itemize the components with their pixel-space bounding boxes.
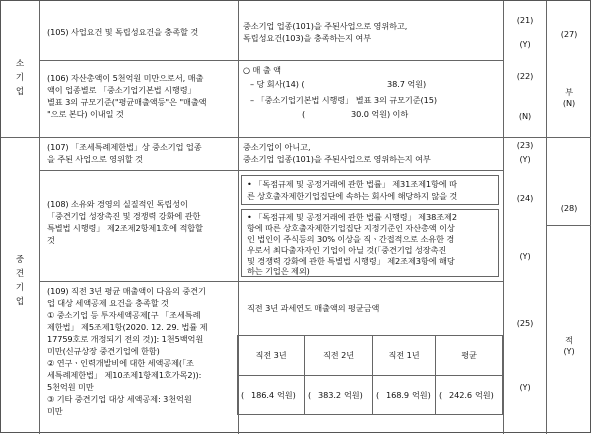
side-result-label-mid: 적 — [565, 335, 573, 345]
code-25: (25) — [516, 318, 534, 328]
detail-105-line: 중소기업 업종(101)을 주된사업으로 영위하고, — [243, 21, 408, 31]
condition-109-line: 업 대상 세액공제 요건을 충족할 것 — [47, 298, 169, 308]
header-average: 평균 — [461, 350, 477, 360]
side-divider — [546, 225, 591, 226]
size-criterion-value[interactable]: 30.0 억원) 이하 — [351, 109, 409, 119]
row-divider — [39, 170, 503, 171]
side-result-mid[interactable]: (Y) — [563, 346, 575, 356]
detail-105-line: 독립성요건(103)을 충족하는지 여부 — [243, 33, 372, 43]
sales-table-divider — [237, 375, 503, 376]
detail-106-sales-heading: ○ 매 출 액 — [243, 65, 281, 75]
condition-106-line: 별표 3의 규모기준("평균매출액등"은 "매출액 — [47, 97, 207, 107]
detail-107-line: 중소기업 업종(101)을 주된사업으로 영위하는지 여부 — [243, 154, 431, 164]
condition-109-line: ② 연구ㆍ인력개발비에 대한 세액공제(「조 — [47, 358, 194, 368]
detail-106-size-criterion: – 「중소기업기본법 시행령」 별표 3의 규모기준(15) — [250, 95, 437, 105]
condition-106-line: (106) 자산총액이 5천억원 미만으로서, 매출 — [47, 73, 204, 83]
condition-108-line: (108) 소유와 경영의 실질적인 독립성이 — [47, 199, 188, 209]
condition-108-line: 「중견기업 성장촉진 및 경쟁력 강화에 관한 — [47, 211, 201, 221]
grid-line — [503, 1, 504, 434]
condition-107-line: 을 주된 사업으로 영위할 것 — [47, 154, 143, 164]
condition-107-line: (107) 「조세특례제한법」상 중소기업 업종 — [47, 142, 202, 152]
answer-24[interactable]: (Y) — [519, 251, 531, 261]
detail-106-company-sales: – 당 회사(14) ( — [250, 79, 305, 89]
side-result-small[interactable]: (N) — [562, 98, 576, 108]
criteria-box-b: • 「독점규제 및 공정거래에 관한 법률 시행령」 제38조제2 항에 따른 상호출자제한기업집단 지정기준인 자산총액 이상 인 법인이 주식등의 30% 이상을 직ㆍ간접적으로 소유한 경 우로서 최다출자자인 기업이 아닐 것(「중견기업 성장촉진 및 경쟁력 강화에 관한 특별법 시행령」 제2조제3항에 해당 하는 기업은 제외) — [241, 209, 499, 277]
answer-25[interactable]: (Y) — [519, 382, 531, 392]
condition-109-line: ③ 기타 중견기업 대상 세액공제: 3천억원 — [47, 394, 192, 404]
condition-109-line: ① 중소기업 등 투자세액공제[구 「조세특례 — [47, 310, 201, 320]
row-divider — [39, 60, 503, 61]
tax-form-page: 소 기 업 중 견 기 업 (105) 사업요건 및 독립성요건을 충족할 것 중소기업 업종(101)을 주된사업으로 영위하고, 독립성요건(103)을 충족하는지 여부 (21) (Y) (106) 자산총액이 5천억원 미만으로서, 매출 액이 업종별로 「중소기업기본법 시행령」 별표 3의 규모기준("평균매출액등"은 "매출액 "으로 본다) 이내일 것 ○ 매 출 액 – 당 회사(14) ( 38.7 억원) – 「중소기업기본법 시행령」 별표 3의 규모기준(15) ( 30.0 억원) 이하 (22) (N) (107) 「조세특례제한법」상 중소기업 업종 을 주된 사업으로 영위할 것 중소기업이 아니고, 중소기업 업종(101)을 주된사업으로 영위하는지 여부 (23) (Y) (108) 소유와 경영의 실질적인 독립성이 「중견기업 성장촉진 및 경쟁력 강화에 관한 특별법 시행령」 제2조제2항제1호에 적합할 것 • 「독점규제 및 공정거래에 관한 법률」 제31조제1항에 따 른 상호출자제한기업집단에 속하는 회사에 해당하지 않을 것 • 「독점규제 및 공정거래에 관한 법률 시행령」 제38조제2 항에 따른 상호출자제한기업집단 지정기준인 자산총액 이상 인 법인이 주식등의 30% 이상을 직ㆍ간접적으로 소유한 경 우로서 최다출자자인 기업이 아닐 것(「중견기업 성장촉진 및 경쟁력 강화에 관한 특별법 시행령」 제2조제3항에 해당 하는 기업은 제외) (24) (Y) (109) 직전 3년 평균 매출액이 다음의 중견기 업 대상 세액공제 요건을 충족할 것 ① 중소기업 등 투자세액공제[구 「조세특례 제한법」 제5조제1항(2020. 12. 29. 법률 제 17759호로 개정되기 전의 것)]: 1천5백억원 미만(신규상장 중견기업에 한함) ② 연구ㆍ인력개발비에 대한 세액공제(「조 세특례제한법」 제10조제1항제1호가목2)): 5천억원 미만 ③ 기타 중견기업 대상 세액공제: 3천억원 미만 직전 3년 과세연도 매출액의 평균금액 직전 3년 직전 2년 직전 1년 평균 ( 186.4 억원) ( 383.2 억원) ( 168.9 억원) ( 242.6 억원) (25) (Y) (27) 부 (N) (28) 적 (Y) — [0, 0, 591, 433]
condition-109-line: 제한법」 제5조제1항(2020. 12. 29. 법률 제 — [47, 322, 208, 332]
code-24: (24) — [516, 193, 534, 203]
condition-109-line: 미만 — [47, 406, 63, 416]
group-divider — [1, 137, 591, 138]
condition-105: (105) 사업요건 및 독립성요건을 충족할 것 — [47, 27, 199, 37]
code-23: (23) — [516, 140, 534, 150]
condition-108-line: 특별법 시행령」 제2조제2항제1호에 적합할 — [47, 223, 203, 233]
answer-21[interactable]: (Y) — [519, 39, 531, 49]
row-divider — [39, 281, 503, 282]
criteria-box-a: • 「독점규제 및 공정거래에 관한 법률」 제31조제1항에 따 른 상호출자제한기업집단에 속하는 회사에 해당하지 않을 것 — [241, 175, 499, 205]
group-label-mid-size-business: 중 견 기 업 — [15, 255, 25, 307]
condition-109-line: 5천억원 미만 — [47, 382, 94, 392]
code-28: (28) — [560, 203, 578, 213]
condition-109-line: 미만(신규상장 중견기업에 한함) — [47, 346, 160, 356]
header-year-minus-2: 직전 2년 — [322, 350, 355, 360]
answer-22[interactable]: (N) — [518, 111, 532, 121]
grid-line — [39, 1, 40, 434]
sales-table-divider — [304, 335, 305, 415]
condition-106-line: "으로 본다) 이내일 것 — [47, 109, 124, 119]
detail-107-line: 중소기업이 아니고, — [243, 142, 311, 152]
paren-open: ( — [302, 109, 306, 119]
condition-106-line: 액이 업종별로 「중소기업기본법 시행령」 — [47, 85, 196, 95]
average-sales-title: 직전 3년 과세연도 매출액의 평균금액 — [247, 303, 380, 313]
answer-23[interactable]: (Y) — [519, 154, 531, 164]
side-result-label-small: 부 — [565, 87, 573, 97]
condition-109-line: 17759호로 개정되기 전의 것)]: 1천5백억원 — [47, 334, 204, 344]
condition-109-line: (109) 직전 3년 평균 매출액이 다음의 중견기 — [47, 286, 206, 296]
sales-table-divider — [435, 335, 436, 415]
condition-108-line: 것 — [47, 235, 55, 245]
grid-line — [546, 1, 547, 434]
code-22: (22) — [516, 71, 534, 81]
code-21: (21) — [516, 15, 534, 25]
code-27: (27) — [560, 29, 578, 39]
company-sales-value[interactable]: 38.7 억원) — [387, 79, 427, 89]
header-year-minus-3: 직전 3년 — [255, 350, 287, 360]
header-year-minus-1: 직전 1년 — [388, 350, 420, 360]
condition-109-line: 세특례제한법」 제10조제1항제1호가목2)): — [47, 370, 202, 380]
sales-table-divider — [372, 335, 373, 415]
group-label-small-business: 소 기 업 — [15, 59, 25, 97]
